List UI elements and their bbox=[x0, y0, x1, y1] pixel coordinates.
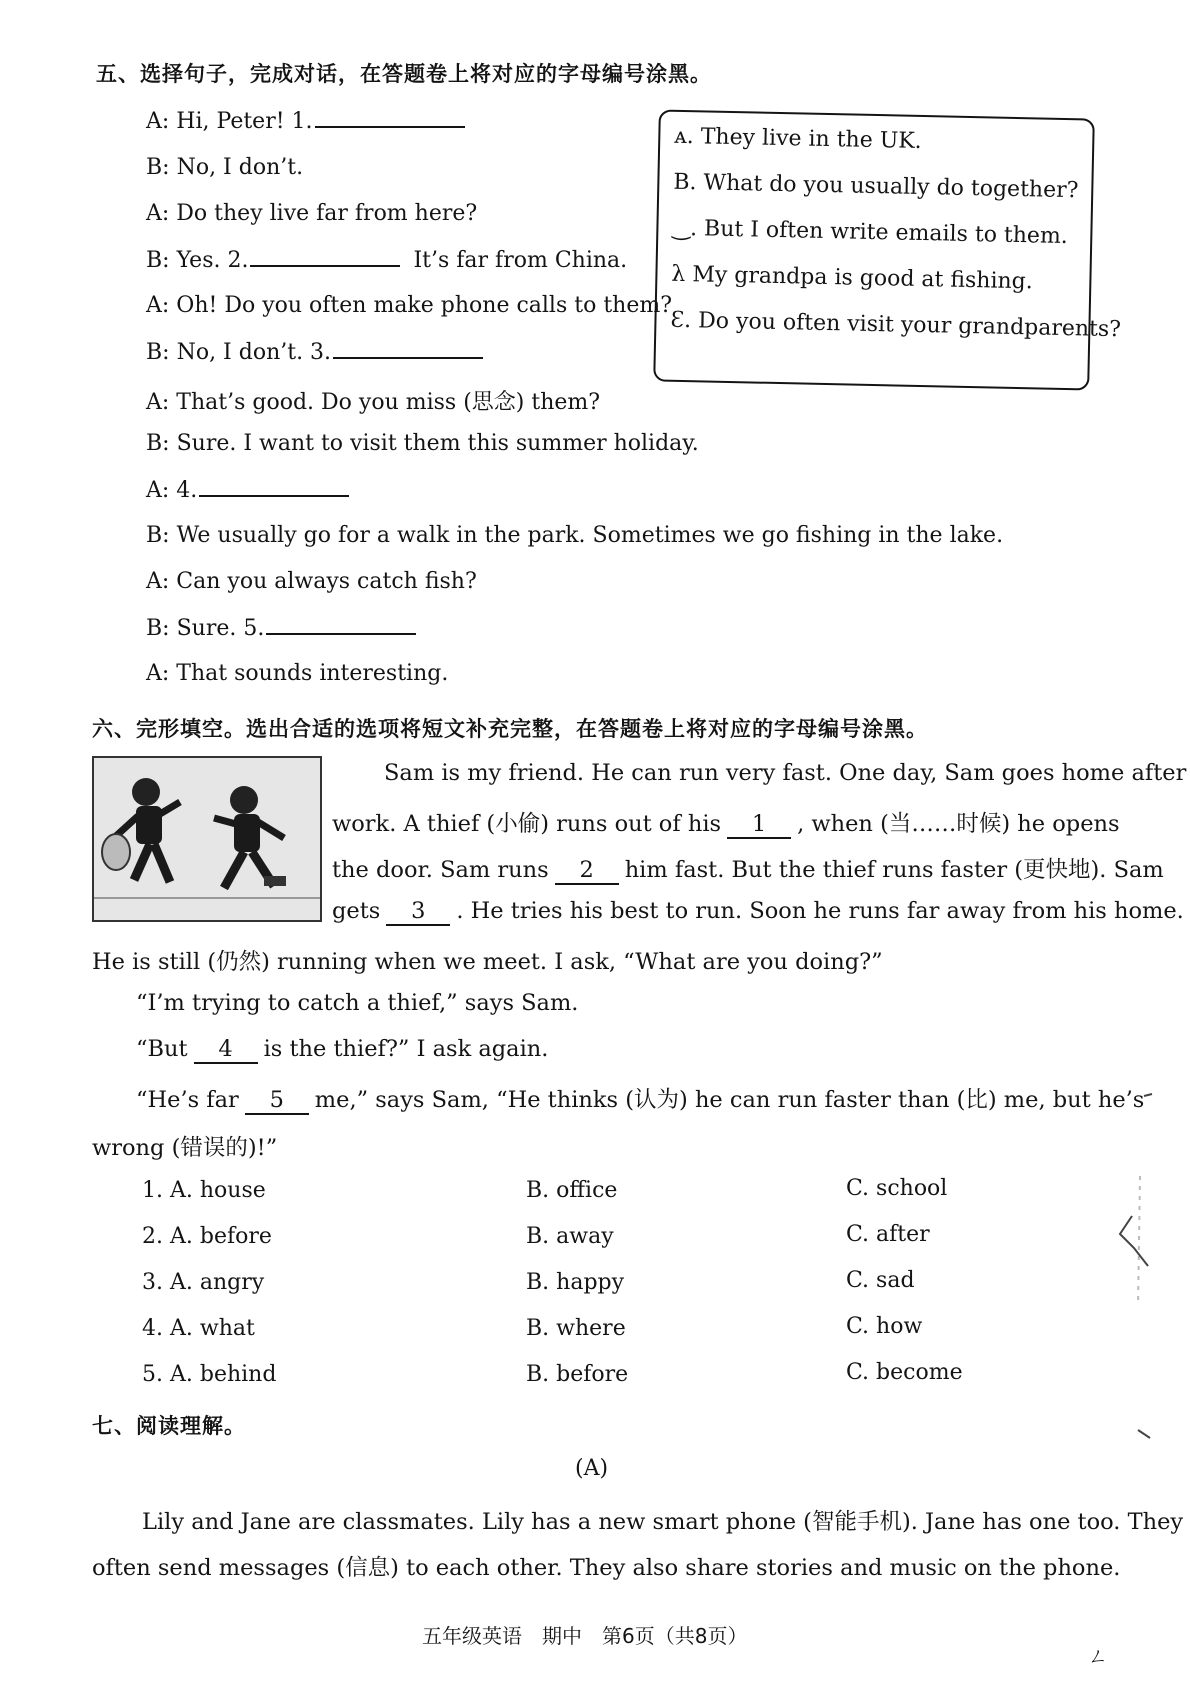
reading-line: Lily and Jane are classmates. Lily has a new smart phone (智能手机). Jane has one too. They bbox=[142, 1509, 1184, 1535]
cloze-blank-3[interactable]: 3 bbox=[386, 898, 450, 926]
passage-line: “But 4 is the thief?” I ask again. bbox=[136, 1036, 549, 1062]
dialogue-line: B: Yes. 2. It’s far from China. bbox=[146, 248, 628, 273]
choice-a[interactable]: 2. A. before bbox=[142, 1224, 272, 1249]
dialogue-line: B: Sure. 5. bbox=[146, 615, 416, 641]
choice-b[interactable]: B. before bbox=[526, 1362, 629, 1387]
passage-line: gets 3 . He tries his best to run. Soon he runs far away from his home. bbox=[332, 898, 1184, 924]
passage-subheading: (A) bbox=[575, 1456, 609, 1481]
cloze-blank-5[interactable]: 5 bbox=[245, 1087, 309, 1115]
passage-line: Sam is my friend. He can run very fast. One day, Sam goes home after bbox=[384, 760, 1187, 786]
dialogue-line: A: 4. bbox=[146, 477, 349, 503]
choice-c[interactable]: C. after bbox=[846, 1222, 930, 1247]
cloze-blank-4[interactable]: 4 bbox=[194, 1036, 258, 1064]
dialogue-line: A: That sounds interesting. bbox=[146, 661, 449, 686]
section-5-heading: 五、选择句子，完成对话，在答题卷上将对应的字母编号涂黑。 bbox=[96, 62, 712, 86]
choice-c[interactable]: C. school bbox=[846, 1176, 948, 1201]
dialogue-line: A: Oh! Do you often make phone calls to them? bbox=[146, 293, 673, 318]
answer-blank[interactable] bbox=[199, 477, 349, 497]
answer-blank[interactable] bbox=[315, 108, 465, 128]
option-e: Ɛ. Do you often visit your grandparents? bbox=[670, 307, 1122, 343]
answer-blank[interactable] bbox=[250, 247, 400, 267]
option-a: ᴀ. They live in the UK. bbox=[674, 123, 922, 154]
dialogue-line: A: That’s good. Do you miss (思念) them? bbox=[146, 390, 601, 415]
choice-a[interactable]: 1. A. house bbox=[142, 1178, 266, 1203]
dialogue-line: A: Hi, Peter! 1. bbox=[146, 108, 465, 134]
passage-line: “I’m trying to catch a thief,” says Sam. bbox=[136, 990, 579, 1016]
scan-margin-marks bbox=[1108, 1086, 1158, 1466]
running-thief-picture bbox=[92, 756, 322, 922]
cloze-blank-1[interactable]: 1 bbox=[727, 811, 791, 839]
options-box bbox=[653, 109, 1122, 390]
choice-a[interactable]: 3. A. angry bbox=[142, 1270, 265, 1295]
choice-a[interactable]: 5. A. behind bbox=[142, 1362, 277, 1387]
page-footer: 五年级英语 期中 第6页（共8页） bbox=[422, 1624, 748, 1648]
dialogue-line: B: Sure. I want to visit them this summer holiday. bbox=[146, 431, 699, 456]
section-7-heading: 七、阅读理解。 bbox=[92, 1414, 246, 1438]
dialogue-line: A: Do they live far from here? bbox=[146, 201, 478, 226]
passage-line: the door. Sam runs 2 him fast. But the thief runs faster (更快地). Sam bbox=[332, 857, 1164, 883]
dialogue-line: A: Can you always catch fish? bbox=[146, 569, 477, 594]
choice-c[interactable]: C. sad bbox=[846, 1268, 915, 1293]
running-figures-illustration bbox=[94, 758, 320, 920]
section-6-heading: 六、完形填空。选出合适的选项将短文补充完整，在答题卷上将对应的字母编号涂黑。 bbox=[92, 717, 928, 741]
passage-line: work. A thief (小偷) runs out of his 1 , when (当……时候) he opens bbox=[332, 811, 1120, 837]
passage-line: “He’s far 5 me,” says Sam, “He thinks (认为) he can run faster than (比) me, but he’s bbox=[136, 1087, 1145, 1113]
dialogue-line: B: We usually go for a walk in the park. Sometimes we go fishing in the lake. bbox=[146, 523, 1004, 548]
choice-c[interactable]: C. become bbox=[846, 1360, 963, 1385]
option-c: ‿. But I often write emails to them. bbox=[672, 215, 1069, 250]
choice-b[interactable]: B. where bbox=[526, 1316, 626, 1341]
option-b: B. What do you usually do together? bbox=[673, 169, 1079, 204]
choice-c[interactable]: C. how bbox=[846, 1314, 923, 1339]
answer-blank[interactable] bbox=[266, 615, 416, 635]
option-d: λ My grandpa is good at fishing. bbox=[671, 261, 1034, 295]
choice-b[interactable]: B. happy bbox=[526, 1270, 625, 1295]
answer-blank[interactable] bbox=[333, 339, 483, 359]
choice-a[interactable]: 4. A. what bbox=[142, 1316, 255, 1341]
choice-b[interactable]: B. away bbox=[526, 1224, 614, 1249]
passage-line: wrong (错误的)!” bbox=[92, 1135, 278, 1161]
dialogue-line: B: No, I don’t. bbox=[146, 155, 304, 180]
choice-b[interactable]: B. office bbox=[526, 1178, 618, 1203]
dialogue-line: B: No, I don’t. 3. bbox=[146, 339, 483, 365]
corner-mark: ㄥ bbox=[1088, 1644, 1108, 1668]
reading-line: often send messages (信息) to each other. They also share stories and music on the phone. bbox=[92, 1555, 1121, 1581]
passage-line: He is still (仍然) running when we meet. I ask, “What are you doing?” bbox=[92, 949, 883, 975]
cloze-blank-2[interactable]: 2 bbox=[555, 857, 619, 885]
